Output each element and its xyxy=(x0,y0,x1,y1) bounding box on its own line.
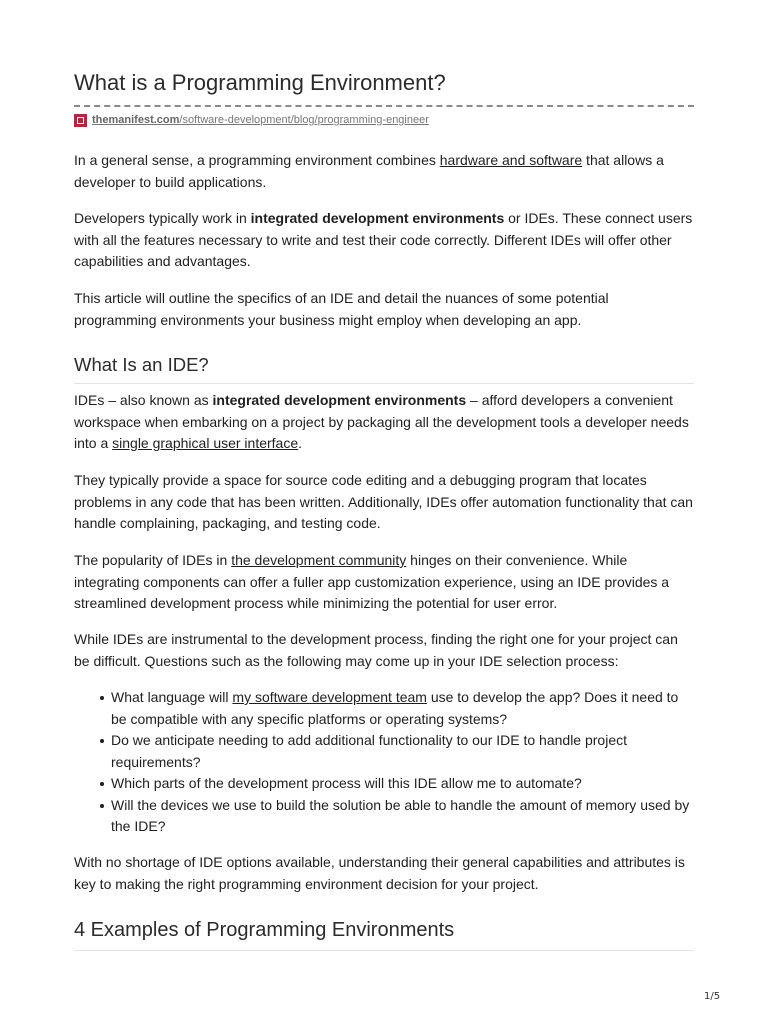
bold-term: integrated development environments xyxy=(212,392,467,408)
source-domain: themanifest.com xyxy=(92,114,180,126)
section-divider xyxy=(74,950,694,951)
source-url-link[interactable] xyxy=(92,114,429,126)
page-number: 1/5 xyxy=(704,991,721,1002)
ide-paragraph-4: While IDEs are instrumental to the development process, finding the right one for your project can be difficult. Questions such as the following may come up in your IDE selection process: xyxy=(74,631,678,669)
intro-text: Developers typically work in xyxy=(74,210,251,226)
ide-paragraph-1 xyxy=(74,390,694,455)
para-text: The popularity of IDEs in xyxy=(74,552,232,568)
ide-paragraph-5: With no shortage of IDE options available, understanding their general capabilities and attributes is key to making the right programming environment decision for your project. xyxy=(74,854,685,892)
hardware-and-software-link[interactable]: hardware and software xyxy=(439,152,583,168)
ide-paragraph-2: They typically provide a space for source code editing and a debugging program that locates problems in any code that has been written. Additionally, IDEs offer automation functionality that can handle complaining, packaging, and testing code. xyxy=(74,472,693,531)
list-item: Which parts of the development process will this IDE allow me to automate? xyxy=(74,773,694,795)
source-link[interactable] xyxy=(74,112,429,128)
software-development-team-link[interactable]: my software development team xyxy=(232,689,427,705)
para-text: – afford developers a convenient workspace when embarking on a project by packaging all the development tools a developer needs into a xyxy=(74,392,689,451)
intro-text: or IDEs. These connect users with all the features necessary to write and test their code correctly. Different IDEs will offer other capabilities and advantages. xyxy=(74,210,693,269)
ide-paragraph-3 xyxy=(74,550,694,615)
single-gui-link[interactable]: single graphical user interface xyxy=(112,435,299,451)
list-item: Do we anticipate needing to add additional functionality to our IDE to handle project requirements? xyxy=(74,730,694,773)
section-heading-examples: 4 Examples of Programming Environments xyxy=(74,919,455,941)
bold-term: integrated development environments xyxy=(250,210,505,226)
question-list xyxy=(74,687,694,838)
intro-paragraph-1 xyxy=(74,150,694,193)
development-community-link[interactable]: the development community xyxy=(231,552,407,568)
intro-text: In a general sense, a programming environment combines xyxy=(74,152,440,168)
page-title: What is a Programming Environment? xyxy=(74,70,446,95)
list-text: What language will xyxy=(111,689,233,705)
site-favicon-icon xyxy=(74,114,87,127)
intro-paragraph-2 xyxy=(74,208,694,273)
list-text: use to develop the app? Does it need to be compatible with any specific platforms or operating systems? xyxy=(111,689,679,727)
section-divider xyxy=(74,383,694,384)
intro-text: that allows a developer to build applications. xyxy=(74,152,664,190)
source-path: /software-development/blog/programming-engineer xyxy=(179,114,429,126)
para-text: . xyxy=(298,435,303,451)
para-text: hinges on their convenience. While integrating components can offer a fuller app customization experience, using an IDE provides a streamlined development process while minimizing the potential for user error. xyxy=(74,552,670,611)
list-item xyxy=(74,687,694,730)
para-text: IDEs – also known as xyxy=(74,392,213,408)
list-item: Will the devices we use to build the solution be able to handle the amount of memory used by the IDE? xyxy=(74,795,694,838)
intro-paragraph-3: This article will outline the specifics of an IDE and detail the nuances of some potential programming environments your business might employ when developing an app. xyxy=(74,290,609,328)
title-divider xyxy=(74,105,694,107)
section-heading-ide: What Is an IDE? xyxy=(74,354,209,375)
